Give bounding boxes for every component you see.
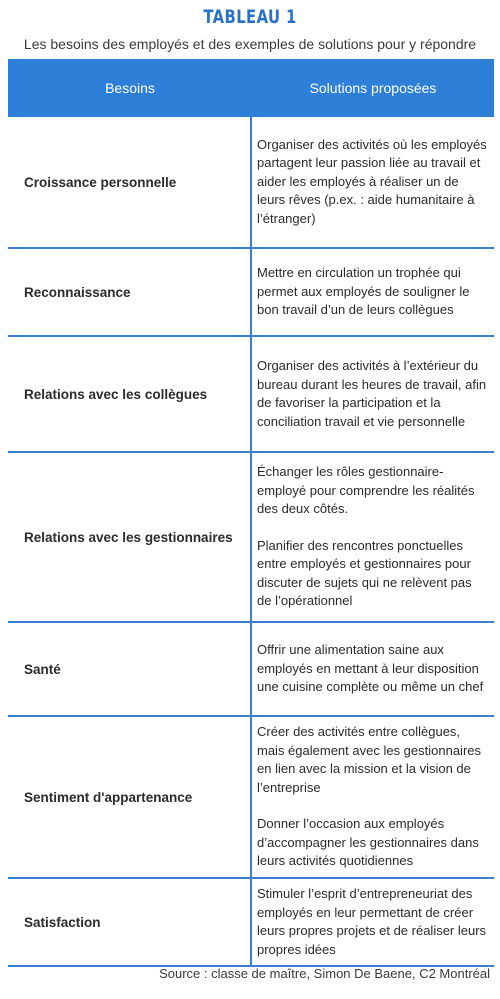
- solution-text: Créer des activités entre collègues, mais également avec les gestionnaires en lien avec la mission et la vision de l’entreprise: [257, 724, 482, 795]
- need-cell: Croissance personnelle: [8, 117, 252, 247]
- column-header-solutions: Solutions proposées: [309, 80, 437, 96]
- need-cell: Reconnaissance: [8, 249, 252, 335]
- table-row: [8, 623, 494, 717]
- solution-text: Donner l’occasion aux employés d’accompagner les gestionnaires dans leurs activités quotidiennes: [257, 816, 479, 869]
- need-cell: Relations avec les collègues: [8, 337, 252, 451]
- need-cell: Sentiment d'appartenance: [8, 717, 252, 877]
- solution-cell: [252, 249, 494, 335]
- table-row: [8, 453, 494, 623]
- need-cell: Santé: [8, 623, 252, 715]
- solution-text: Mettre en circulation un trophée qui permet aux employés de souligner le bon travail d’un de leurs collègues: [257, 265, 470, 318]
- solution-cell: [252, 337, 494, 451]
- solution-text: Échanger les rôles gestionnaire-employé pour comprendre les réalités des deux côtés.: [257, 464, 475, 517]
- source-note: Source : classe de maître, Simon De Baene, C2 Montréal: [159, 966, 490, 981]
- table-row: [8, 249, 494, 337]
- solution-text: Organiser des activités à l’extérieur du bureau durant les heures de travail, afin de favoriser la participation et la conciliation travail et vie personnelle: [257, 358, 487, 429]
- solution-cell: [252, 453, 494, 621]
- table-row: [8, 337, 494, 453]
- table-row: [8, 879, 494, 967]
- solution-cell: [252, 879, 494, 965]
- solution-cell: [252, 623, 494, 715]
- solution-text: Organiser des activités où les employés partagent leur passion liée au travail et aider les employés à réaliser un de leurs rêves (p.ex. : aide humanitaire à l’étranger): [257, 136, 487, 226]
- solution-cell: [252, 717, 494, 877]
- solution-text: Planifier des rencontres ponctuelles entre employés et gestionnaires pour discuter de sujets qui ne relèvent pas de l’opérationnel: [257, 537, 472, 609]
- solution-text: Offrir une alimentation saine aux employés en mettant à leur disposition une cuisine complète ou même un chef: [257, 642, 484, 695]
- table-title: TABLEAU 1: [203, 6, 297, 28]
- table-subtitle: Les besoins des employés et des exemples de solutions pour y répondre: [23, 36, 477, 52]
- solution-cell: [252, 117, 494, 247]
- need-cell: Relations avec les gestionnaires: [8, 453, 252, 621]
- solution-text: Stimuler l’esprit d’entrepreneuriat des employés en leur permettant de créer leurs propres projets et de réaliser leurs propres idées: [257, 886, 487, 957]
- table-header: [8, 59, 494, 117]
- need-cell: Satisfaction: [8, 879, 252, 965]
- table-row: [8, 117, 494, 249]
- table-row: [8, 717, 494, 879]
- needs-solutions-table: [8, 59, 494, 967]
- column-header-besoins: Besoins: [105, 80, 155, 96]
